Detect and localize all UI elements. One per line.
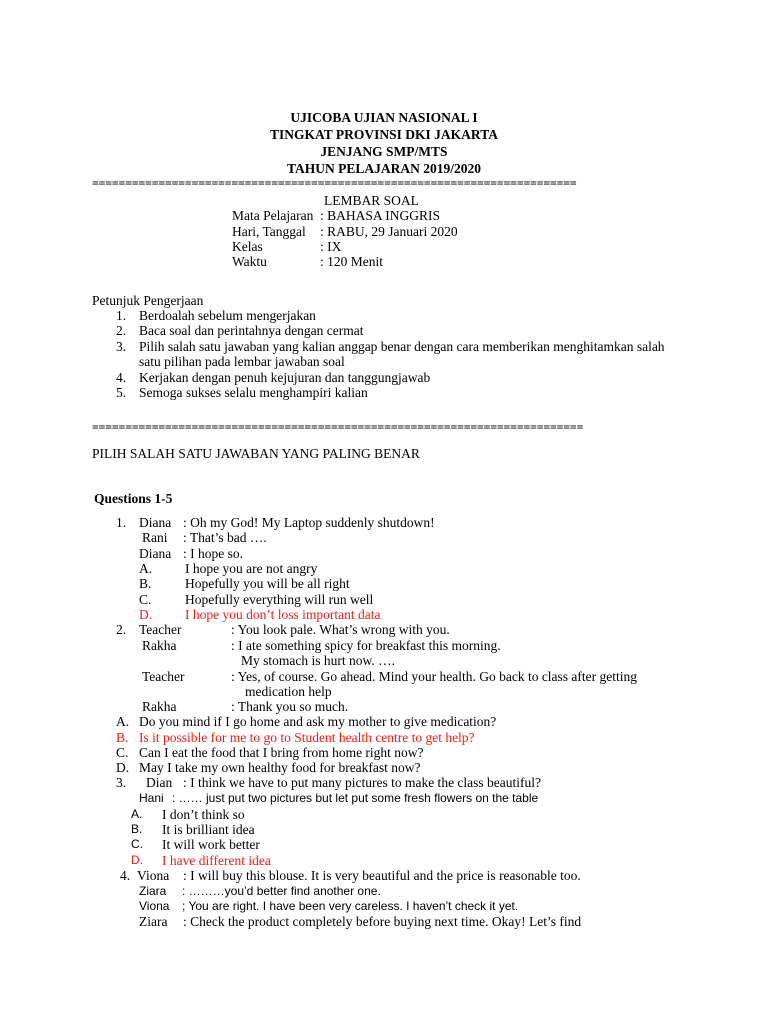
option-letter-answer: B. [116, 730, 129, 745]
instruction-number: 5. [116, 385, 127, 400]
title-line-3: JENJANG SMP/MTS [320, 144, 448, 159]
dialogue-line: : Oh my God! My Laptop suddenly shutdown! [183, 515, 435, 530]
question-number: 1. [116, 515, 127, 530]
instruction-text: Semoga sukses selalu menghampiri kalian [139, 385, 368, 400]
question-number: 3. [116, 775, 127, 790]
option-letter: B. [131, 822, 143, 836]
directive-heading: PILIH SALAH SATU JAWABAN YANG PALING BENAR [92, 446, 420, 461]
option-text-answer: Is it possible for me to go to Student health centre to get help? [139, 730, 475, 745]
option-letter: A. [139, 561, 153, 576]
speaker: Teacher [142, 669, 185, 684]
option-text: Hopefully you will be all right [185, 576, 350, 591]
dialogue-line-continued: My stomach is hurt now. …. [241, 653, 395, 668]
info-label-time: Waktu [232, 254, 267, 269]
speaker: Rani [142, 530, 168, 545]
title-line-4: TAHUN PELAJARAN 2019/2020 [286, 161, 481, 176]
option-text: I hope you are not angry [185, 561, 318, 576]
instruction-text: Berdoalah sebelum mengerjakan [139, 308, 316, 323]
info-label-date: Hari, Tanggal [232, 224, 306, 239]
instruction-text-continued: satu pilihan pada lembar jawaban soal [139, 354, 345, 369]
dialogue-line: : Yes, of course. Go ahead. Mind your health. Go back to class after getting [231, 669, 638, 684]
option-letter: D. [116, 760, 130, 775]
info-value-subject: : BAHASA INGGRIS [320, 208, 441, 223]
option-letter: C. [139, 592, 152, 607]
dialogue-line: : Check the product completely before buying next time. Okay! Let’s find [183, 914, 582, 929]
info-value-class: : IX [320, 239, 342, 254]
divider-rule-bottom: ========================================================================== [92, 420, 584, 434]
dialogue-line: : I ate something spicy for breakfast this morning. [231, 638, 501, 653]
sheet-subtitle: LEMBAR SOAL [324, 193, 419, 208]
speaker: Viona [139, 899, 170, 913]
dialogue-line: : …… just put two pictures but let put some fresh flowers on the table [172, 791, 539, 805]
dialogue-line: : Thank you so much. [231, 699, 349, 714]
info-value-date: : RABU, 29 Januari 2020 [320, 224, 458, 239]
speaker: Diana [139, 515, 172, 530]
instruction-text: Baca soal dan perintahnya dengan cermat [139, 323, 364, 338]
dialogue-line: : I will buy this blouse. It is very beautiful and the price is reasonable too. [183, 868, 581, 883]
option-text: Can I eat the food that I bring from home right now? [139, 745, 424, 760]
dialogue-line: : I hope so. [183, 546, 243, 561]
speaker: Dian [146, 775, 173, 790]
option-text: It is brilliant idea [162, 822, 255, 837]
divider-rule-top: ========================================================================= [92, 176, 577, 190]
dialogue-line: : ………you’d better find another one. [182, 884, 381, 898]
option-letter: B. [139, 576, 152, 591]
info-value-time: : 120 Menit [320, 254, 383, 269]
option-text: Hopefully everything will run well [185, 592, 374, 607]
option-letter: A. [116, 714, 130, 729]
section-title: Questions 1-5 [94, 491, 173, 506]
title-line-1: UJICOBA UJIAN NASIONAL I [290, 110, 478, 125]
instruction-number: 4. [116, 370, 127, 385]
question-number: 4. [120, 868, 131, 883]
dialogue-line: : I think we have to put many pictures to make the class beautiful? [183, 775, 542, 790]
info-label-subject: Mata Pelajaran [232, 208, 314, 223]
option-text: May I take my own healthy food for breakfast now? [139, 760, 421, 775]
instruction-number: 3. [116, 339, 127, 354]
speaker: Ziara [139, 884, 167, 898]
instruction-text: Kerjakan dengan penuh kejujuran dan tanggungjawab [139, 370, 431, 385]
speaker: Teacher [139, 622, 182, 637]
info-label-class: Kelas [232, 239, 263, 254]
speaker: Rakha [142, 699, 177, 714]
option-text-answer: I hope you don’t loss important data [185, 607, 381, 622]
instruction-text: Pilih salah satu jawaban yang kalian anggap benar dengan cara memberikan menghitamkan salah [139, 339, 665, 354]
question-number: 2. [116, 622, 127, 637]
speaker: Diana [139, 546, 172, 561]
option-letter: C. [131, 837, 143, 851]
speaker: Hani [139, 791, 164, 805]
instruction-number: 1. [116, 308, 127, 323]
dialogue-line: : You look pale. What’s wrong with you. [231, 622, 450, 637]
instruction-number: 2. [116, 323, 127, 338]
option-text: It will work better [162, 837, 260, 852]
option-letter-answer: D. [139, 607, 153, 622]
option-text: Do you mind if I go home and ask my mother to give medication? [139, 714, 497, 729]
option-letter: C. [116, 745, 129, 760]
dialogue-line: : That’s bad …. [183, 530, 267, 545]
speaker: Viona [137, 868, 170, 883]
option-letter-answer: D. [131, 853, 143, 867]
title-line-2: TINGKAT PROVINSI DKI JAKARTA [270, 127, 498, 142]
instructions-title: Petunjuk Pengerjaan [92, 293, 204, 308]
option-letter: A. [131, 807, 143, 821]
dialogue-line-continued: medication help [245, 684, 332, 699]
option-text: I don’t think so [162, 807, 245, 822]
dialogue-line: ; You are right. I have been very careless. I haven’t check it yet. [182, 899, 519, 913]
option-text-answer: I have different idea [162, 853, 271, 868]
speaker: Rakha [142, 638, 177, 653]
speaker: Ziara [139, 914, 168, 929]
